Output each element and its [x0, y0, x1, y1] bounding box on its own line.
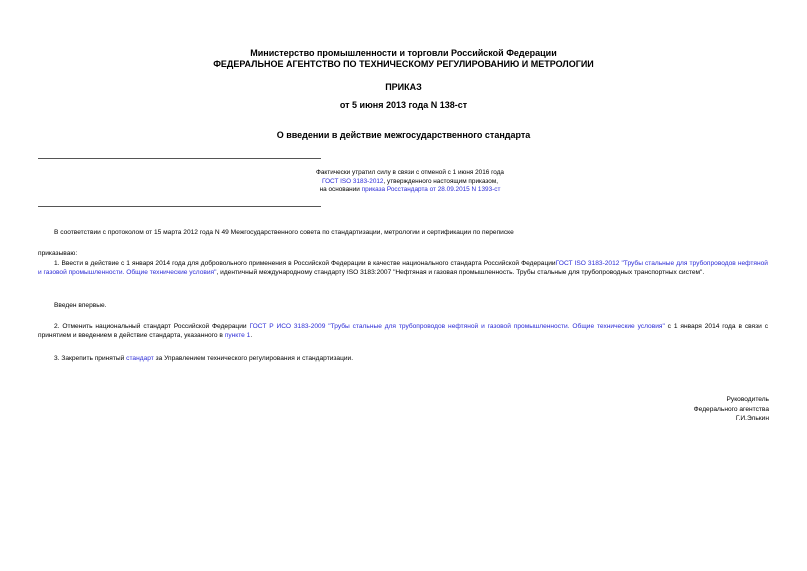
gost-r-iso-3183-2009-link[interactable]: ГОСТ Р ИСО 3183-2009 "Трубы стальные для трубопроводов нефтяной и газовой промышленности. Общие технические условия" [249, 323, 665, 330]
signature-block [694, 395, 769, 424]
signature-name: Г.И.Элькин [735, 415, 769, 423]
standard-link[interactable]: стандарт [126, 355, 154, 362]
signature-agency: Федерального агентства [693, 405, 769, 413]
order-word: приказываю: [38, 250, 78, 257]
item-3-rest: за Управлением технического регулирования и стандартизации. [153, 355, 354, 362]
signature-position: Руководитель [726, 396, 769, 403]
status-note [230, 169, 590, 195]
intro-paragraph: В соответствии с протоколом от 15 марта 2012 года N 49 Межгосударственного совета по стандартизации, метрологии и сертификации по переписке [54, 229, 514, 236]
status-note-line2-rest: , утвержденного настоящим приказом, [383, 177, 499, 185]
item-2-middle: с 1 января 2014 года в связи с принятием и введением в действие стандарта, указанного в [38, 323, 769, 340]
status-note-line1: Фактически утратил силу в связи с отменой с 1 июня 2016 года [316, 169, 504, 176]
item-2-end: . [250, 332, 253, 340]
top-divider [38, 158, 321, 159]
item-1-rest: , идентичный международному стандарту ISO 3183:2007 "Нефтяная и газовая промышленность. Трубы стальные для трубопроводных транспортных систем". [216, 269, 705, 277]
agency-name: ФЕДЕРАЛЬНОЕ АГЕНТСТВО ПО ТЕХНИЧЕСКОМУ РЕГУЛИРОВАНИЮ И МЕТРОЛОГИИ [213, 59, 594, 69]
gost-iso-3183-2012-link[interactable]: ГОСТ ISO 3183-2012 [321, 177, 384, 185]
document-type: ПРИКАЗ [385, 82, 422, 92]
document-date: от 5 июня 2013 года N 138-ст [339, 100, 468, 110]
item-1-note: Введен впервые. [54, 302, 107, 309]
item-1-reference-link[interactable]: пункте 1 [224, 332, 251, 340]
item-3-prefix: 3. Закрепить принятый [54, 355, 127, 362]
status-note-line2 [230, 178, 590, 187]
item-2-prefix: 2. Отменить национальный стандарт Российской Федерации [54, 323, 250, 330]
item-1-paragraph [38, 259, 768, 277]
status-note-line3-prefix: на основании [319, 186, 362, 194]
document-title: О введении в действие межгосударственного стандарта [276, 130, 531, 140]
item-2-paragraph [38, 322, 768, 340]
rosstandart-order-link[interactable]: приказа Росстандарта от 28.09.2015 N 1393-ст [361, 186, 501, 194]
status-note-line3 [230, 186, 590, 195]
item-1-text: 1. Ввести в действие с 1 января 2014 года для добровольного применения в Российской Федерации в качестве национального стандарта Российской Федерации [54, 260, 556, 267]
ministry-name: Министерство промышленности и торговли Российской Федерации [250, 48, 557, 58]
bottom-divider [38, 206, 321, 207]
item-3-paragraph [38, 354, 768, 363]
gost-iso-3183-2012-title-link[interactable]: ГОСТ ISO 3183-2012 "Трубы стальные для трубопроводов нефтяной и газовой промышленности. Общие технические условия" [38, 260, 768, 277]
